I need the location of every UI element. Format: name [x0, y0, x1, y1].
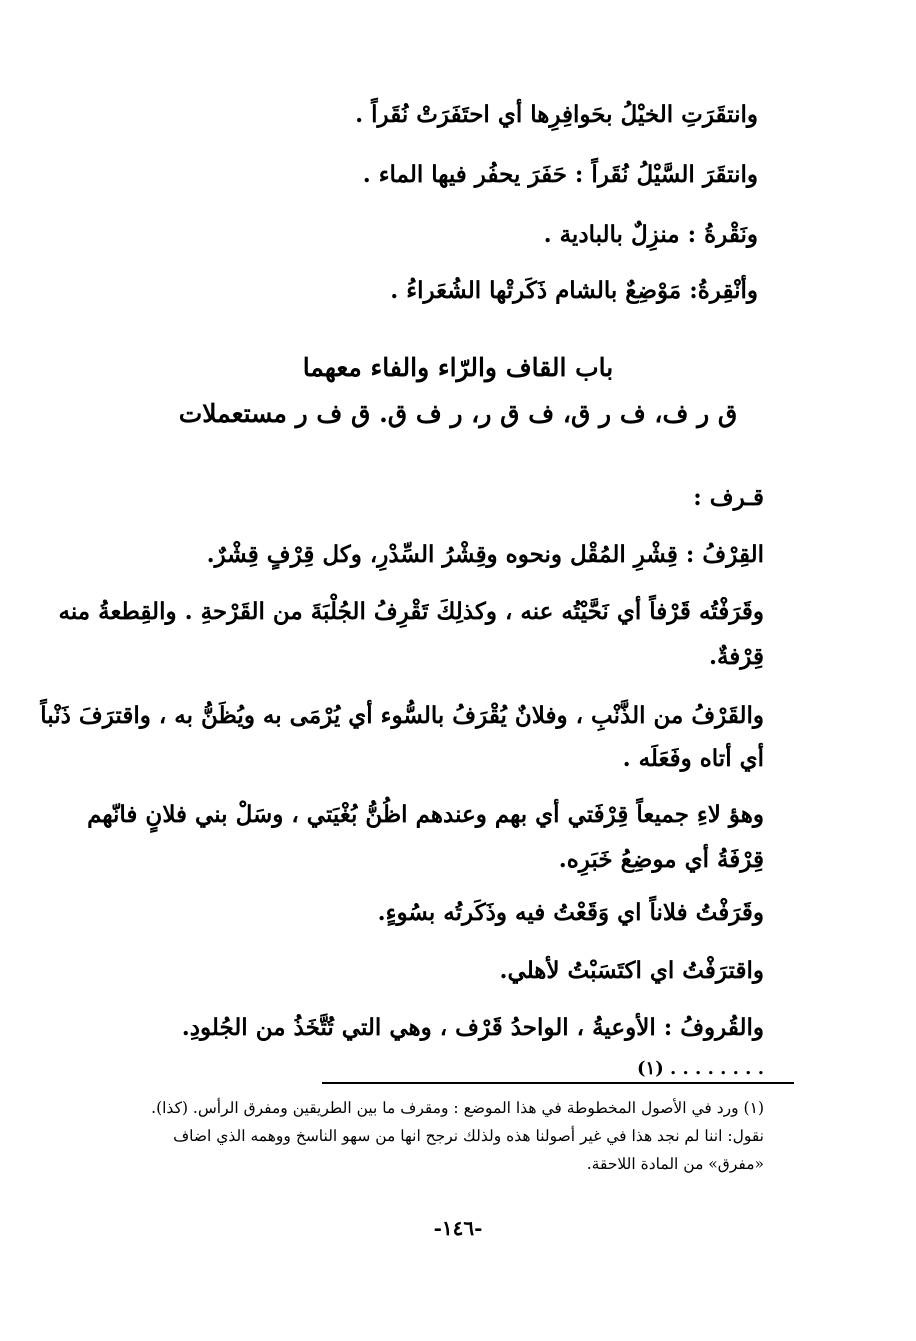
text-line: وانتقَرَ السَّيْلُ نُقَراً : حَفَرَ يحفُر فيها الماء . — [362, 161, 758, 188]
text-line: واقترَفْتُ اي اكتَسَبْتُ لأهلي. — [499, 957, 764, 984]
footnote-line: (١) ورد في الأصول المخطوطة في هذا الموضع : ومقرف ما بين الطريقين ومفرق الرأس. (كذا). — [151, 1099, 764, 1117]
text-line: ونَقْرةُ : منزِلٌ بالبادية . — [543, 221, 758, 248]
text-line: وهؤ لاءِ جميعاً قِرْفَتي أي بهم وعندهم اظُنُّ بُغْيَتي ، وسَلْ بني فلانٍ فانّهم — [87, 801, 764, 828]
ellipsis-line: . . . . . . . . (١) — [637, 1058, 764, 1079]
page-number: -١٤٦- — [433, 1216, 483, 1240]
text-line: وأنْقِرةُ: مَوْضِعٌ بالشام ذَكَرتْها الشُعَراءُ . — [390, 277, 758, 304]
footnote-divider — [322, 1082, 794, 1084]
text-line: والقُروفُ : الأوعيةُ ، الواحدُ قَرْف ، وهي التي تُتَّخَذُ من الجُلودِ. — [181, 1014, 764, 1041]
root-label: قـرف : — [693, 484, 764, 511]
text-line: أي أتاه وفَعَلَه . — [622, 745, 764, 772]
chapter-title: باب القاف والرّاء والفاء معهما — [302, 353, 614, 382]
text-line: قِرْفَةُ أي موضِعُ خَبَرِه. — [558, 846, 764, 873]
text-line: وقَرَفْتُه قَرْفاً أي نَحَّيْتُه عنه ، وكذلِكَ تَقْرِفُ الجُلْبَةَ من القَرْحةِ . والقِطعةُ منه — [58, 598, 764, 625]
footnote-line: «مفرق» من المادة اللاحقة. — [586, 1155, 764, 1173]
text-line: قِرْفةٌ. — [708, 643, 764, 670]
text-line: والقَرْفُ من الذَّنْبِ ، وفلانٌ يُقْرَفُ بالسُّوء أي يُرْمَى به ويُظَنُّ به ، واقترَفَ ذَنْباً — [40, 702, 764, 729]
text-line: وانتقَرَتِ الخيْلُ بحَوافِرِها أي احتَفَرَتْ نُقَراً . — [355, 101, 758, 128]
text-line: القِرْفُ : قِشْرِ المُقْل ونحوه وقِشْرُ السِّدْرِ، وكل قِرْفٍ قِشْرٌ. — [206, 541, 764, 568]
text-line: وقَرَفْتُ فلاناً اي وَقَعْتُ فيه وذَكَرتُه بسُوءٍ. — [377, 899, 764, 926]
footnote-line: نقول: اننا لم نجد هذا في غير أصولنا هذه ولذلك نرجح انها من سهو الناسخ ووهمه الذي اضاف — [173, 1127, 764, 1145]
chapter-subtitle: ق ر ف، ف ر ق، ف ق ر، ر ف ق. ق ف ر مستعملات — [178, 399, 738, 428]
